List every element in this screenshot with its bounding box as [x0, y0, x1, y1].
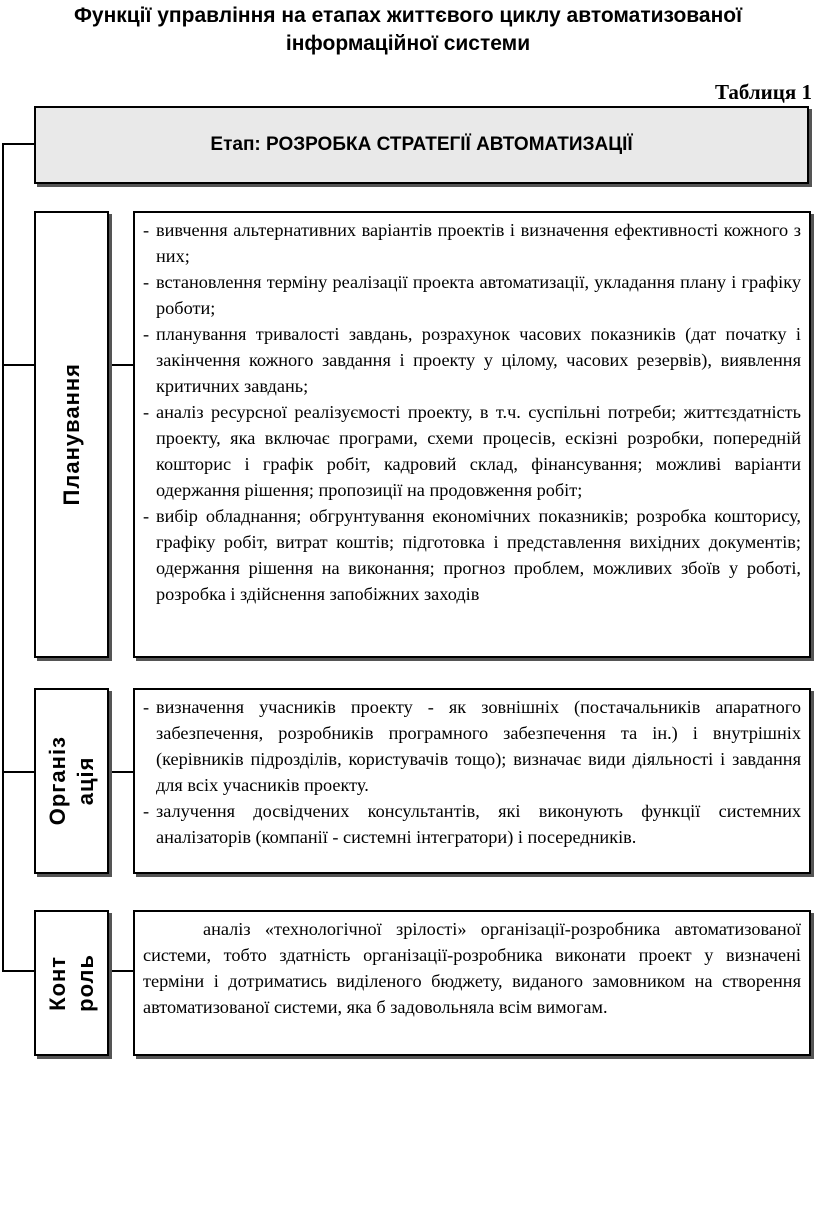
- list-item: - визначення учасників проекту - як зовнішніх (постачальників апаратного забезпечення, розробників програмного забезпечення та ін.) і внутрішніх (керівників підрозділів, користувачів тощо); визначає види діяльності і завдання для всіх учасників проекту.: [143, 697, 801, 795]
- connector-control: [2, 970, 35, 972]
- planning-label: Планування: [58, 363, 84, 506]
- list-item: - аналіз ресурсної реалізуємості проекту, в т.ч. суспільні потреби; життєздатність проекту, яка включає програми, схеми процесів, ескізні розробки, попередній кошторис і графік робіт, кадровий склад, фінансування; можливі варіанти одержання рішення; пропозиції на продовження робіт;: [143, 402, 801, 500]
- control-label: Конт роль: [44, 954, 98, 1012]
- planning-label-box: [34, 211, 109, 658]
- list-item: - планування тривалості завдань, розрахунок часових показників (дат початку і закінчення кожного завдання і проекту у цілому, часових резервів), виявлення критичних завдань;: [143, 324, 801, 396]
- connector-organization-content: [108, 771, 133, 773]
- list-item: - вивчення альтернативних варіантів проектів і визначення ефективності кожного з них;: [143, 220, 801, 266]
- connector-header: [2, 143, 35, 145]
- planning-content: [133, 211, 811, 658]
- connector-organization: [2, 771, 35, 773]
- organization-content: [133, 688, 811, 874]
- connector-vertical: [2, 143, 4, 972]
- stage-header-text: Етап: РОЗРОБКА СТРАТЕГІЇ АВТОМАТИЗАЦІЇ: [210, 134, 633, 155]
- list-item: - залучення досвідчених консультантів, які виконують функції системних аналізаторів (компанії - системні інтегратори) і посередників.: [143, 801, 801, 847]
- control-text: аналіз «технологічної зрілості» організації-розробника автоматизованої системи, тобто здатність організації-розробника виконати проект у визначені терміни і дотриматись виділеного бюджету, виданого замовником на створення автоматизованої системи, яка б задовольняла всім вимогам.: [143, 919, 801, 1017]
- control-content: [133, 910, 811, 1056]
- connector-control-content: [108, 970, 133, 972]
- connector-planning-content: [108, 364, 133, 366]
- list-item: - встановлення терміну реалізації проекта автоматизації, укладання плану і графіку роботи;: [143, 272, 801, 318]
- control-label-box: [34, 910, 109, 1056]
- connector-planning: [2, 364, 35, 366]
- organization-label: Організ ація: [44, 736, 98, 826]
- document-title: Функції управління на етапах життєвого циклу автоматизованої інформаційної системи: [73, 4, 743, 55]
- stage-header: [34, 106, 809, 184]
- table-label: Таблиця 1: [714, 80, 812, 104]
- organization-label-box: [34, 688, 109, 874]
- list-item: - вибір обладнання; обгрунтування економічних показників; розробка кошторису, графіку робіт, витрат коштів; підготовка і представлення вихідних документів; одержання рішення на виконання; прогноз проблем, можливих збоїв у роботі, розробка і здійснення запобіжних заходів: [143, 506, 801, 604]
